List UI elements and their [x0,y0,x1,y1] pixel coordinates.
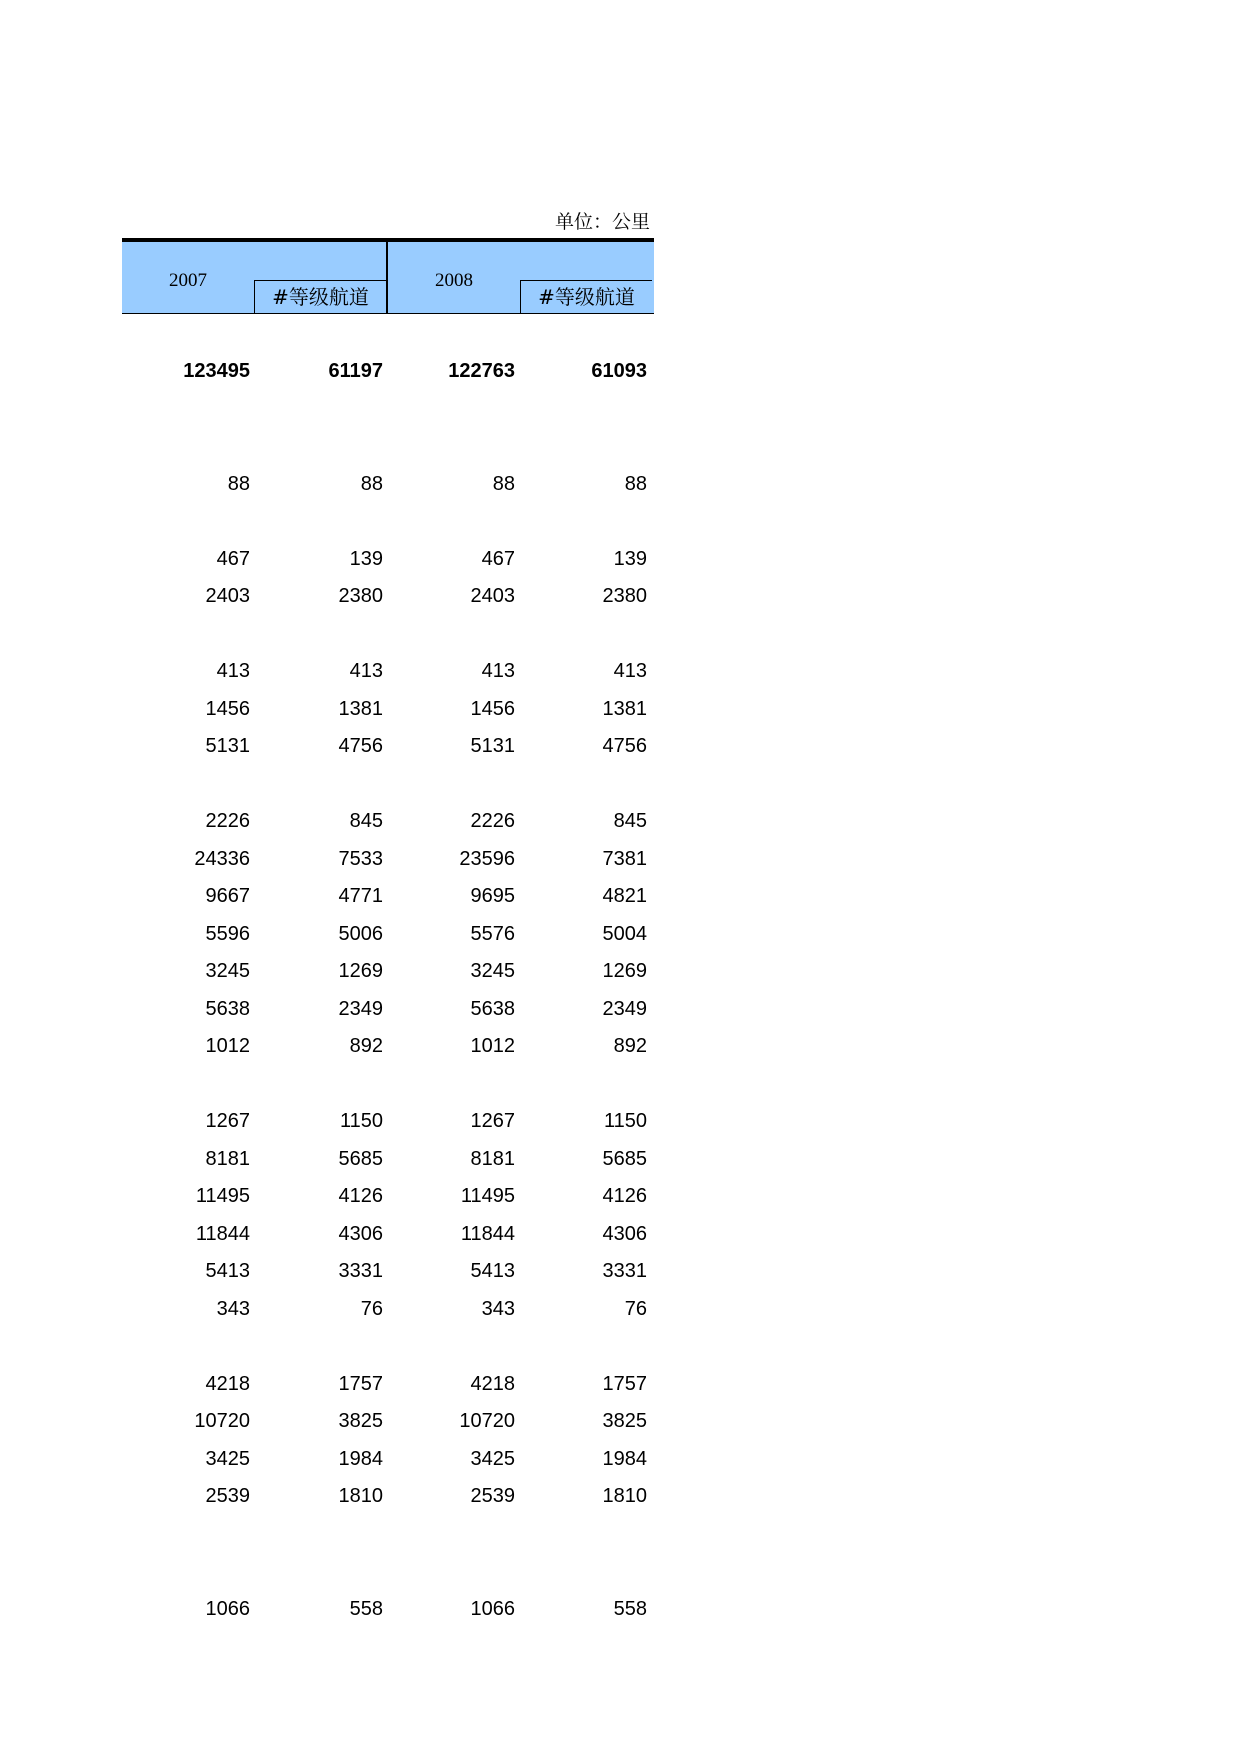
table-cell: 88 [492,473,515,495]
table-cell: 7533 [338,848,383,870]
table-row [122,1106,654,1136]
table-cell: 413 [216,660,250,682]
table-cell: 1012 [205,1035,250,1057]
table-cell: 3425 [470,1448,515,1470]
table-cell: 2380 [338,585,383,607]
table-row [122,919,654,949]
table-cell: 1381 [338,698,383,720]
table-cell: 4756 [602,735,647,757]
table-cell: 1456 [470,698,515,720]
table-cell: 3245 [205,960,250,982]
table-cell: 4126 [338,1185,383,1207]
table-row [122,1219,654,1249]
table-cell: 4821 [602,885,647,907]
header-sub-2007: #等级航道 [254,280,386,314]
table-row [122,1294,654,1324]
table-cell: 343 [216,1298,250,1320]
unit-label: 单位：公里 [554,211,650,233]
table-cell: 892 [613,1035,647,1057]
table-cell: 4771 [338,885,383,907]
table-cell: 5638 [205,998,250,1020]
table-cell: 5685 [602,1148,647,1170]
table-cell: 3825 [602,1410,647,1432]
table-row [122,731,654,761]
table-row [122,469,654,499]
table-cell: 558 [349,1598,383,1620]
table-cell: 4306 [338,1223,383,1245]
table-cell: 1984 [602,1448,647,1470]
table-cell: 413 [349,660,383,682]
table-cell: 5685 [338,1148,383,1170]
table-cell: 1381 [602,698,647,720]
table-cell: 88 [360,473,383,495]
table-cell: 1066 [470,1598,515,1620]
table-cell: 139 [349,548,383,570]
header-sub-2008: #等级航道 [520,280,652,314]
table-cell: 1267 [205,1110,250,1132]
table-cell: 2226 [470,810,515,832]
table-cell: 5131 [205,735,250,757]
table-cell: 4756 [338,735,383,757]
table-cell: 1066 [205,1598,250,1620]
table-cell: 8181 [470,1148,515,1170]
table-cell: 24336 [194,848,250,870]
table-cell: 2539 [205,1485,250,1507]
table-cell: 5006 [338,923,383,945]
table-cell: 61093 [591,360,647,382]
table-row [122,1031,654,1061]
table-cell: 1984 [338,1448,383,1470]
table-cell: 1757 [338,1373,383,1395]
table-cell: 76 [360,1298,383,1320]
table-cell: 3331 [602,1260,647,1282]
table-row [122,1481,654,1511]
table-cell: 1269 [338,960,383,982]
table-row [122,881,654,911]
table-cell: 1757 [602,1373,647,1395]
table-row [122,1369,654,1399]
table-cell: 3825 [338,1410,383,1432]
table-cell: 5576 [470,923,515,945]
table-cell: 5638 [470,998,515,1020]
table-cell: 1267 [470,1110,515,1132]
table-cell: 9695 [470,885,515,907]
table-cell: 2349 [338,998,383,1020]
table-cell: 2380 [602,585,647,607]
table-row [122,1594,654,1624]
table-cell: 3245 [470,960,515,982]
table-cell: 2349 [602,998,647,1020]
table-cell: 10720 [459,1410,515,1432]
table-cell: 2226 [205,810,250,832]
table-cell: 1810 [338,1485,383,1507]
table-header [122,238,654,314]
table-row [122,1406,654,1436]
table-cell: 2539 [470,1485,515,1507]
table-cell: 413 [481,660,515,682]
table-cell: 4306 [602,1223,647,1245]
table-cell: 4218 [470,1373,515,1395]
table-row [122,956,654,986]
table-cell: 88 [624,473,647,495]
table-cell: 892 [349,1035,383,1057]
table-cell: 61197 [328,360,383,382]
table-cell: 11844 [195,1223,250,1245]
table-cell: 11495 [460,1185,515,1207]
table-cell: 845 [613,810,647,832]
table-row [122,1256,654,1286]
table-row [122,1181,654,1211]
table-cell: 467 [481,548,515,570]
table-cell: 11495 [195,1185,250,1207]
table-cell: 413 [613,660,647,682]
table-cell: 4126 [602,1185,647,1207]
table-cell: 5413 [470,1260,515,1282]
table-cell: 8181 [205,1148,250,1170]
table-cell: 5131 [470,735,515,757]
table-cell: 2403 [205,585,250,607]
table-row [122,581,654,611]
table-cell: 3331 [338,1260,383,1282]
table-cell: 5413 [205,1260,250,1282]
table-cell: 1269 [602,960,647,982]
table-cell: 76 [624,1298,647,1320]
header-year-2008: 2008 [435,270,473,291]
table-row [122,994,654,1024]
header-year-2007: 2007 [169,270,207,291]
table-cell: 10720 [194,1410,250,1432]
table-row [122,1444,654,1474]
table-cell: 1012 [470,1035,515,1057]
table-row [122,1144,654,1174]
table-cell: 1150 [339,1110,383,1132]
table-cell: 1150 [603,1110,647,1132]
table-cell: 2403 [470,585,515,607]
table-cell: 1456 [205,698,250,720]
table-cell: 139 [613,548,647,570]
total-row [122,356,654,386]
table-cell: 122763 [448,360,515,382]
table-cell: 467 [216,548,250,570]
table-cell: 558 [613,1598,647,1620]
table-cell: 7381 [602,848,647,870]
table-cell: 3425 [205,1448,250,1470]
table-cell: 4218 [205,1373,250,1395]
table-cell: 88 [227,473,250,495]
table-cell: 5596 [205,923,250,945]
table-row [122,806,654,836]
table-row [122,656,654,686]
table-cell: 9667 [205,885,250,907]
table-row [122,694,654,724]
table-row [122,544,654,574]
table-cell: 5004 [602,923,647,945]
table-row [122,844,654,874]
table-cell: 23596 [459,848,515,870]
table-cell: 123495 [183,360,250,382]
table-cell: 845 [349,810,383,832]
table-cell: 343 [481,1298,515,1320]
table-cell: 1810 [602,1485,647,1507]
table-cell: 11844 [460,1223,515,1245]
